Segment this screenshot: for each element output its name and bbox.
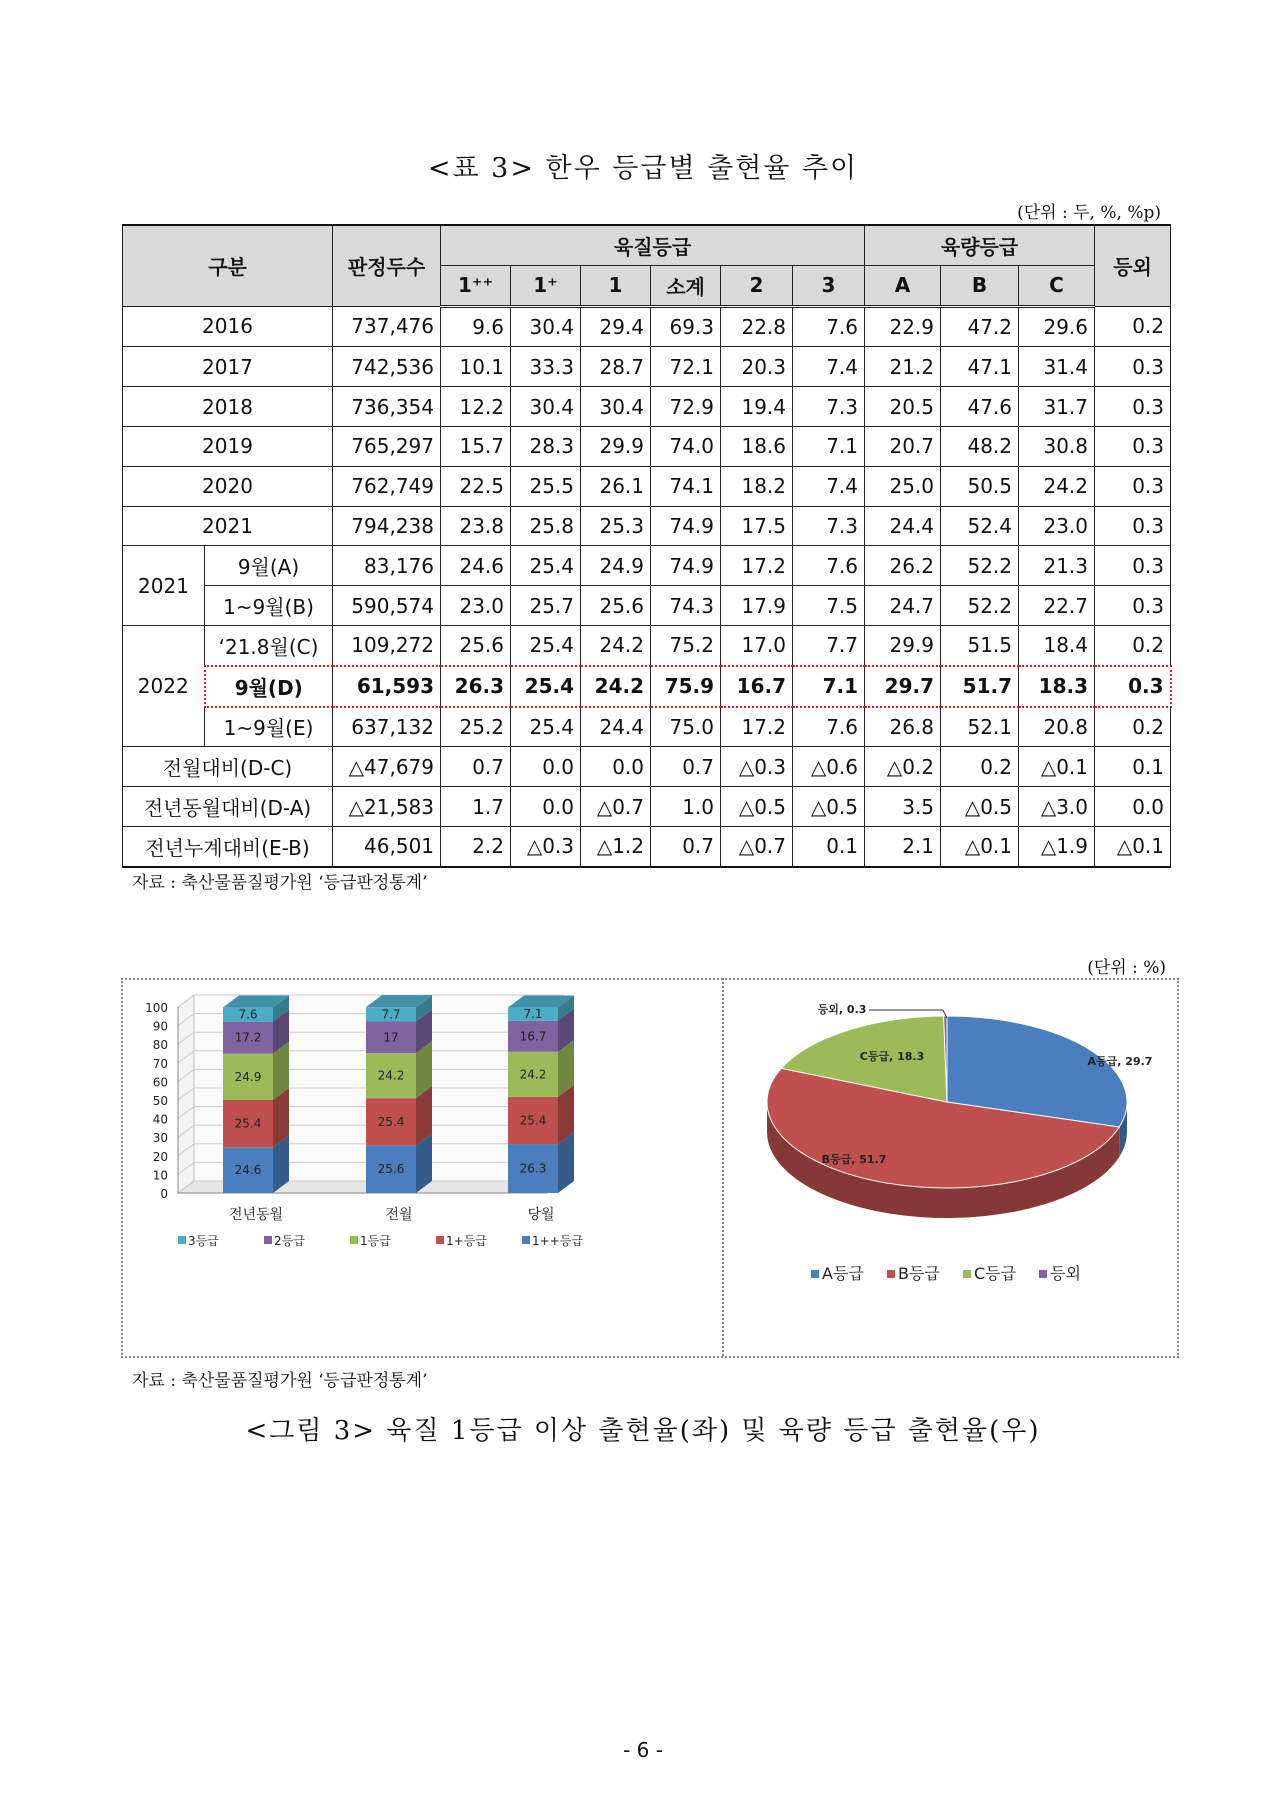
legend-swatch [264,1236,272,1244]
table-cell: 29.6 [1019,306,1095,347]
table-cell: 736,354 [333,387,441,427]
table-cell: 28.7 [581,347,651,387]
table-cell: 7.6 [793,306,865,347]
header-q-2: 2 [721,265,793,306]
table-row [123,826,1171,866]
header-q-1: 1 [581,265,651,306]
table-cell: △0.5 [793,787,865,827]
pie-data-label: C등급, 18.3 [859,1050,925,1063]
table-row [123,347,1171,387]
table-row [123,426,1171,466]
table-cell: 25.7 [511,586,581,626]
y-tick-label: 40 [152,1112,168,1127]
table-cell: 23.8 [441,506,511,546]
bar-data-label: 24.6 [234,1163,262,1178]
legend-label: 등외 [1050,1264,1081,1283]
row-label: 2020 [123,466,333,506]
table-cell: 75.0 [651,707,721,747]
bar-data-label: 24.9 [234,1069,262,1084]
table-cell: 22.8 [721,306,793,347]
bar-data-label: 7.6 [238,1007,258,1022]
table-cell: △3.0 [1019,787,1095,827]
bar-data-label: 7.7 [381,1007,401,1022]
table-cell: 46,501 [333,826,441,866]
bar-data-label: 17.2 [234,1030,262,1045]
y-tick-label: 10 [152,1168,168,1183]
table-cell: 29.9 [581,426,651,466]
table-cell: 0.3 [1095,347,1171,387]
table-cell: 0.3 [1095,426,1171,466]
table-cell: 1.7 [441,787,511,827]
bar-data-label: 16.7 [519,1029,547,1044]
table-cell: 26.8 [865,707,941,747]
table-cell: 7.3 [793,506,865,546]
table-cell: 21.3 [1019,546,1095,586]
y-tick-label: 80 [152,1038,168,1053]
table-cell: 28.3 [511,426,581,466]
table-cell: 0.2 [1095,707,1171,747]
pie-chart [726,980,1172,1352]
table-cell: 17.2 [721,707,793,747]
table-cell: 3.5 [865,787,941,827]
table-cell: 7.4 [793,347,865,387]
table-cell: 794,238 [333,506,441,546]
table-cell: 18.3 [1019,666,1095,707]
table-cell: 30.8 [1019,426,1095,466]
table-cell: 20.5 [865,387,941,427]
row-label: 2018 [123,387,333,427]
table-cell: 25.4 [511,625,581,665]
table-cell: 25.8 [511,506,581,546]
bar-data-label: 25.6 [377,1162,405,1177]
bar-data-label: 7.1 [523,1007,543,1022]
page-number: - 6 - [623,1738,663,1762]
table-cell: 0.0 [511,787,581,827]
table-row [123,466,1171,506]
table-cell: 74.9 [651,506,721,546]
table-row [123,625,1171,665]
row-label: 1~9월(E) [205,707,333,747]
table-cell: 0.2 [1095,306,1171,347]
row-label: 2019 [123,426,333,466]
y-tick-label: 60 [152,1075,168,1090]
table-cell: △0.1 [941,826,1019,866]
pie-data-label: A등급, 29.7 [1087,1055,1153,1068]
row-label: 전월대비(D-C) [123,747,333,787]
table-cell: △0.5 [941,787,1019,827]
table-cell: 7.1 [793,426,865,466]
table-cell: △0.7 [721,826,793,866]
row-label: 2021 [123,506,333,546]
y-tick-label: 20 [152,1149,168,1164]
bar-data-label: 24.2 [519,1067,547,1082]
legend-label: B등급 [898,1264,940,1283]
table-row [123,306,1171,347]
chart-unit: (단위 : %) [1087,958,1166,978]
row-label: ‘21.8월(C) [205,625,333,665]
table-cell: 10.1 [441,347,511,387]
table-cell: 22.9 [865,306,941,347]
table-cell: 7.1 [793,666,865,707]
table-cell: 30.4 [511,306,581,347]
table-cell: 83,176 [333,546,441,586]
table-cell: 109,272 [333,625,441,665]
table-cell: 52.4 [941,506,1019,546]
table-cell: 20.7 [865,426,941,466]
header-q-3: 3 [793,265,865,306]
y-tick-label: 30 [152,1131,168,1146]
legend-swatch [887,1270,895,1278]
table-row [123,387,1171,427]
header-meat-yield: 육량등급 [865,225,1095,265]
table-cell: 75.9 [651,666,721,707]
row-label: 전년누계대비(E-B) [123,826,333,866]
table-cell: 25.4 [511,666,581,707]
table-cell: △0.1 [1095,826,1171,866]
table-cell: 17.0 [721,625,793,665]
row-label: 전년동월대비(D-A) [123,787,333,827]
legend-label: 1++등급 [532,1234,583,1248]
table-cell: 0.2 [1095,625,1171,665]
table-cell: 31.7 [1019,387,1095,427]
table-cell: 24.2 [581,625,651,665]
legend-label: C등급 [974,1264,1017,1283]
figure-title: <그림 3> 육질 1등급 이상 출현율(좌) 및 육량 등급 출현율(우) [245,1416,1041,1446]
legend-swatch [178,1236,186,1244]
table-cell: 7.7 [793,625,865,665]
table-cell: 33.3 [511,347,581,387]
table-cell: 25.0 [865,466,941,506]
table-cell: 47.2 [941,306,1019,347]
pie-data-label: 등외, 0.3 [817,1003,867,1016]
table-cell: 0.3 [1095,546,1171,586]
legend-swatch [350,1236,358,1244]
table-cell: 762,749 [333,466,441,506]
table-cell: 24.4 [865,506,941,546]
table-cell: 25.4 [511,546,581,586]
table-cell: 47.6 [941,387,1019,427]
legend-swatch [1039,1270,1047,1278]
table-cell: 0.7 [651,747,721,787]
bar-data-label: 25.4 [519,1113,547,1128]
table-cell: △47,679 [333,747,441,787]
table-cell: 26.3 [441,666,511,707]
table-cell: 24.2 [581,666,651,707]
chart-source: 자료 : 축산물품질평가원 ‘등급판정통계’ [132,1371,428,1391]
table-cell: 23.0 [441,586,511,626]
table-cell: 52.2 [941,586,1019,626]
header-q-subtotal: 소계 [651,265,721,306]
y-tick-label: 50 [152,1094,168,1108]
legend-label: A등급 [822,1264,864,1283]
header-q-1pp: 1⁺⁺ [441,265,511,306]
table-cell: 25.3 [581,506,651,546]
y-tick-label: 0 [160,1187,168,1201]
table-cell: 0.2 [941,747,1019,787]
table-cell: 2.2 [441,826,511,866]
table-cell: △0.1 [1019,747,1095,787]
bar-data-label: 25.4 [377,1114,405,1129]
header-meat-quality: 육질등급 [441,225,865,265]
table-cell: 17.5 [721,506,793,546]
table-cell: 24.4 [581,707,651,747]
table-cell: 0.3 [1095,666,1171,707]
table-cell: 23.0 [1019,506,1095,546]
table-cell: 74.1 [651,466,721,506]
bar-data-label: 24.2 [377,1068,405,1083]
table-cell: 72.1 [651,347,721,387]
table-cell: 24.6 [441,546,511,586]
header-y-c: C [1019,265,1095,306]
table-source: 자료 : 축산물품질평가원 ‘등급판정통계’ [132,873,428,893]
table-title: <표 3> 한우 등급별 출현율 추이 [427,153,859,184]
table-cell: 72.9 [651,387,721,427]
table-cell: 26.1 [581,466,651,506]
stacked-bar-chart [123,980,720,1352]
x-category-label: 전년동월 [228,1207,284,1223]
legend-swatch [522,1236,530,1244]
header-category: 구분 [123,225,333,306]
header-out-of-grade: 등외 [1095,225,1171,306]
table-cell: 22.7 [1019,586,1095,626]
table-cell: 61,593 [333,666,441,707]
table-cell: 52.2 [941,546,1019,586]
table-cell: △0.3 [721,747,793,787]
table-cell: △0.5 [721,787,793,827]
legend-swatch [963,1270,971,1278]
table-cell: 7.5 [793,586,865,626]
table-cell: 25.4 [511,707,581,747]
table-cell: △0.3 [511,826,581,866]
y-tick-label: 90 [152,1019,168,1034]
table-cell: △0.2 [865,747,941,787]
table-cell: 15.7 [441,426,511,466]
table-cell: 0.3 [1095,506,1171,546]
table-cell: 0.1 [793,826,865,866]
table-cell: 0.3 [1095,387,1171,427]
table-cell: 69.3 [651,306,721,347]
row-label: 2016 [123,306,333,347]
header-count: 판정두수 [333,225,441,306]
table-cell: 51.7 [941,666,1019,707]
row-label: 9월(A) [205,546,333,586]
table-cell: 74.3 [651,586,721,626]
legend-swatch [436,1236,444,1244]
table-cell: 21.2 [865,347,941,387]
table-cell: 0.7 [651,826,721,866]
table-cell: 20.8 [1019,707,1095,747]
table-row [123,586,1171,626]
row-label: 2017 [123,347,333,387]
table-cell: 0.7 [441,747,511,787]
legend-label: 1등급 [360,1234,391,1248]
table-cell: 7.3 [793,387,865,427]
table-cell: 7.4 [793,466,865,506]
table-cell: 0.3 [1095,586,1171,626]
table-row [123,747,1171,787]
bar-data-label: 17 [383,1030,399,1045]
table-cell: 26.2 [865,546,941,586]
table-cell: 50.5 [941,466,1019,506]
table-cell: 18.4 [1019,625,1095,665]
table-cell: △1.2 [581,826,651,866]
table-row [123,787,1171,827]
header-q-1p: 1⁺ [511,265,581,306]
table-cell: 24.7 [865,586,941,626]
table-row [123,506,1171,546]
table-cell: 24.9 [581,546,651,586]
row-label: 1~9월(B) [205,586,333,626]
header-y-b: B [941,265,1019,306]
header-y-a: A [865,265,941,306]
table-cell: 0.0 [511,747,581,787]
table-cell: 51.5 [941,625,1019,665]
y-tick-label: 100 [145,1001,168,1015]
chart-divider [722,978,724,1356]
year-label: 2021 [123,546,205,626]
table-cell: 737,476 [333,306,441,347]
table-cell: 17.9 [721,586,793,626]
table-cell: 29.7 [865,666,941,707]
table-cell: 52.1 [941,707,1019,747]
table-cell: 18.2 [721,466,793,506]
table-cell: △0.7 [581,787,651,827]
table-cell: 0.1 [1095,747,1171,787]
table-cell: △0.6 [793,747,865,787]
legend-label: 2등급 [274,1234,305,1248]
table-cell: 1.0 [651,787,721,827]
table-cell: 47.1 [941,347,1019,387]
table-cell: 0.0 [1095,787,1171,827]
table-cell: 24.2 [1019,466,1095,506]
table-cell: 74.0 [651,426,721,466]
table-cell: △1.9 [1019,826,1095,866]
table-row [123,666,1171,707]
table-cell: 48.2 [941,426,1019,466]
table-cell: 74.9 [651,546,721,586]
table-cell: 7.6 [793,546,865,586]
table-row [123,707,1171,747]
table-cell: 765,297 [333,426,441,466]
bar-data-label: 25.4 [234,1116,262,1131]
table-cell: 19.4 [721,387,793,427]
table-cell: 30.4 [581,387,651,427]
y-tick-label: 70 [152,1056,168,1071]
table-cell: 22.5 [441,466,511,506]
x-category-label: 당월 [527,1207,555,1223]
table-cell: △21,583 [333,787,441,827]
table-cell: 75.2 [651,625,721,665]
table-cell: 7.6 [793,707,865,747]
table-cell: 0.3 [1095,466,1171,506]
table-cell: 2.1 [865,826,941,866]
table-cell: 637,132 [333,707,441,747]
table-cell: 9.6 [441,306,511,347]
row-label: 9월(D) [205,666,333,707]
table-cell: 0.0 [581,747,651,787]
legend-label: 3등급 [188,1234,219,1248]
x-category-label: 전월 [385,1207,413,1223]
legend-label: 1+등급 [446,1234,487,1248]
table-cell: 17.2 [721,546,793,586]
table-cell: 25.6 [441,625,511,665]
table-unit: (단위 : 두, %, %p) [1017,203,1161,223]
table-cell: 30.4 [511,387,581,427]
table-cell: 590,574 [333,586,441,626]
table-cell: 12.2 [441,387,511,427]
table-cell: 16.7 [721,666,793,707]
table-cell: 20.3 [721,347,793,387]
grade-table [122,224,1172,868]
pie-data-label: B등급, 51.7 [821,1153,887,1166]
table-cell: 742,536 [333,347,441,387]
legend-swatch [811,1270,819,1278]
year-label: 2022 [123,625,205,746]
bar-data-label: 26.3 [519,1161,547,1176]
table-row [123,546,1171,586]
table-cell: 31.4 [1019,347,1095,387]
table-cell: 25.5 [511,466,581,506]
table-cell: 29.4 [581,306,651,347]
table-cell: 29.9 [865,625,941,665]
table-cell: 25.2 [441,707,511,747]
table-cell: 25.6 [581,586,651,626]
table-cell: 18.6 [721,426,793,466]
